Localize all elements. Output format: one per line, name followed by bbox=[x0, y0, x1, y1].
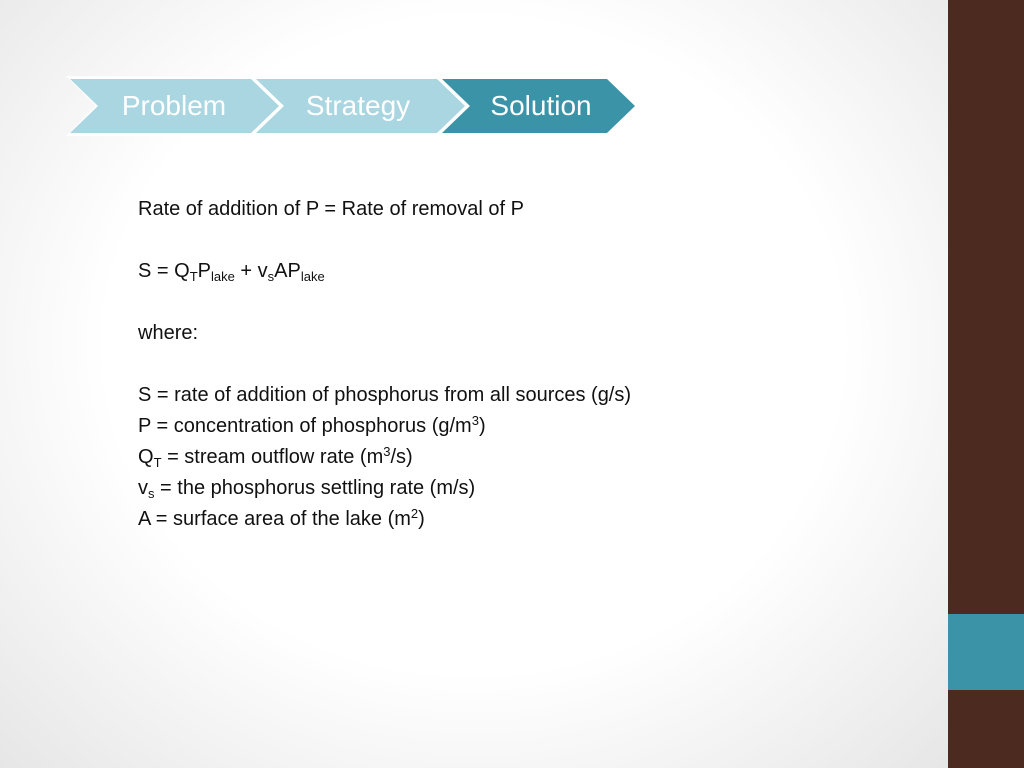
step-solution-label: Solution bbox=[490, 90, 592, 121]
rate-statement: Rate of addition of P = Rate of removal of P bbox=[138, 198, 524, 220]
step-problem[interactable] bbox=[66, 76, 282, 136]
definition-a: A = surface area of the lake $(m^2)$ bbox=[138, 506, 425, 530]
side-accent-square bbox=[948, 614, 1024, 690]
step-solution[interactable] bbox=[438, 76, 638, 136]
definition-qt: $Q_T$ = stream outflow rate $(m^3/s)$ bbox=[138, 444, 413, 470]
step-strategy[interactable] bbox=[252, 76, 468, 136]
step-strategy-label: Strategy bbox=[305, 90, 411, 121]
definition-s: S = rate of addition of phosphorus from all sources (g/s) bbox=[138, 384, 632, 406]
solution-content bbox=[138, 194, 918, 535]
where-label: where: bbox=[138, 322, 199, 344]
definition-p: P = concentration of phosphorus $(g/m^3)$ bbox=[138, 413, 486, 437]
process-stepper bbox=[66, 76, 646, 136]
step-problem-label: Problem bbox=[121, 90, 227, 121]
mass-balance-equation: $S = Q_TP_{lake} + v_sAP_{lake}$ bbox=[138, 260, 325, 284]
definition-vs: $v_s$ = the phosphorus settling rate (m/s) bbox=[138, 477, 476, 501]
